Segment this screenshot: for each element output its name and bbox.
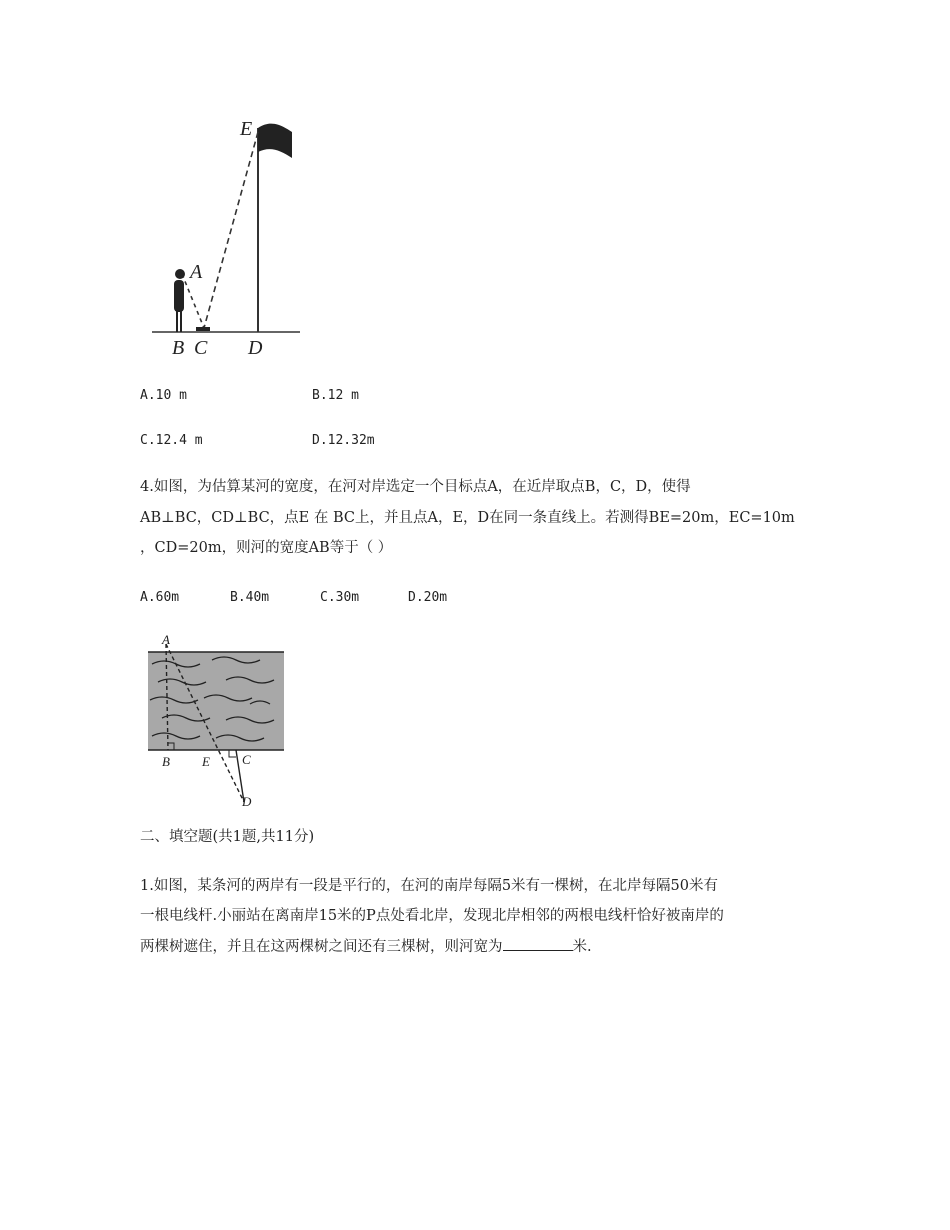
label-D2: D bbox=[242, 794, 252, 809]
person-figure bbox=[174, 269, 185, 332]
label-A2: A bbox=[162, 632, 170, 647]
label-E2: E bbox=[202, 754, 210, 769]
label-B: B bbox=[172, 337, 185, 359]
fill1-line-3-suffix: 米. bbox=[572, 939, 592, 955]
q4-option-a: A.60m bbox=[140, 590, 180, 605]
label-C: C bbox=[194, 337, 208, 359]
fill1-line-3-text: 两棵树遮住，并且在这两棵树之间还有三棵树，则河宽为 bbox=[140, 939, 503, 955]
label-E: E bbox=[240, 118, 253, 140]
label-D: D bbox=[248, 337, 263, 359]
q3-option-b: B.12 m bbox=[312, 388, 359, 403]
q4-line-2: AB⊥BC，CD⊥BC，点E 在 BC上，并且点A，E，D在同一条直线上。若测得BE=20m，EC=10m bbox=[140, 510, 795, 526]
fill1-line-3 bbox=[140, 936, 592, 957]
answer-blank[interactable] bbox=[503, 936, 573, 951]
fill1-line-1: 1.如图，某条河的两岸有一段是平行的，在河的南岸每隔5米有一棵树，在北岸每隔50米有 bbox=[140, 878, 719, 894]
flag bbox=[258, 124, 292, 158]
q3-option-d: D.12.32m bbox=[312, 433, 375, 448]
flagpole-figure bbox=[140, 110, 310, 365]
river-figure bbox=[140, 630, 290, 812]
sight-line-ec bbox=[204, 132, 258, 328]
q4-option-b: B.40m bbox=[230, 590, 270, 605]
q4-option-d: D.20m bbox=[408, 590, 448, 605]
right-angle-c bbox=[229, 750, 236, 757]
q4-option-c: C.30m bbox=[320, 590, 360, 605]
mirror bbox=[196, 327, 210, 331]
q4-line-1: 4.如图，为估算某河的宽度，在河对岸选定一个目标点A，在近岸取点B，C，D，使得 bbox=[140, 479, 691, 495]
q3-option-a: A.10 m bbox=[140, 388, 187, 403]
section-heading: 二、填空题(共1题,共11分) bbox=[140, 829, 315, 845]
q4-line-3: ，CD=20m，则河的宽度AB等于（ ） bbox=[140, 540, 393, 556]
label-C2: C bbox=[242, 752, 251, 767]
fill1-line-2: 一根电线杆.小丽站在离南岸15米的P点处看北岸，发现北岸相邻的两根电线杆恰好被南岸的 bbox=[140, 908, 724, 924]
label-B2: B bbox=[162, 754, 170, 769]
q3-option-c: C.12.4 m bbox=[140, 433, 203, 448]
label-A: A bbox=[190, 261, 203, 283]
